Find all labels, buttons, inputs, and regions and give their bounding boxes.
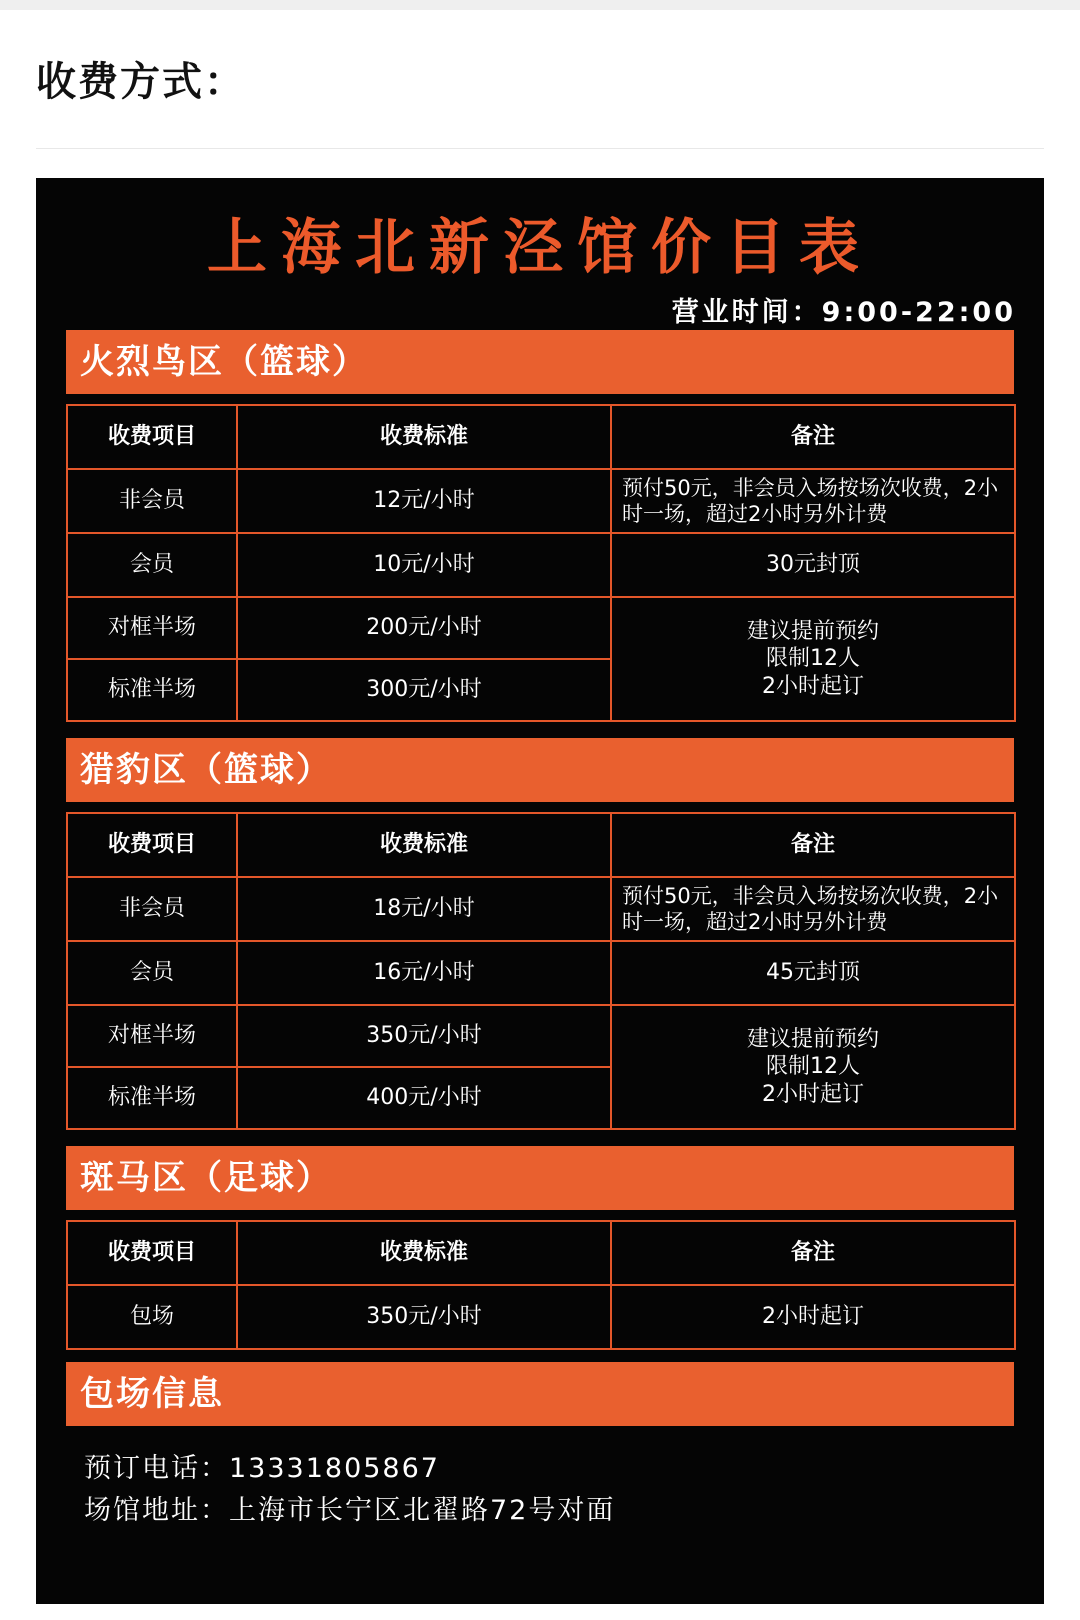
row-item: 会员 xyxy=(67,941,237,1005)
header-item: 收费项目 xyxy=(67,405,237,469)
row-price: 300元/小时 xyxy=(237,659,611,721)
table-row xyxy=(67,877,1015,941)
section-band-zebra: 斑马区（足球） xyxy=(66,1146,1014,1210)
merged-note-line: 限制12人 xyxy=(766,646,860,672)
row-price: 16元/小时 xyxy=(237,941,611,1005)
price-table-zebra xyxy=(66,1220,1016,1350)
header-price: 收费标准 xyxy=(237,405,611,469)
table-row xyxy=(67,1005,1015,1067)
merged-note xyxy=(611,1005,1015,1129)
row-item: 标准半场 xyxy=(67,659,237,721)
divider xyxy=(36,148,1044,149)
row-price: 18元/小时 xyxy=(237,877,611,941)
merged-note-line: 建议提前预约 xyxy=(746,618,879,644)
row-item: 对框半场 xyxy=(67,1005,237,1067)
venue-address: 场馆地址：上海市长宁区北翟路72号对面 xyxy=(84,1495,616,1526)
merged-note-line: 限制12人 xyxy=(766,1054,860,1080)
row-item: 会员 xyxy=(67,533,237,597)
row-item: 非会员 xyxy=(67,469,237,533)
row-price: 350元/小时 xyxy=(237,1285,611,1349)
row-item: 非会员 xyxy=(67,877,237,941)
table-header-row xyxy=(67,813,1015,877)
merged-note-line: 建议提前预约 xyxy=(746,1026,879,1052)
price-poster xyxy=(36,178,1044,1604)
page-heading: 收费方式： xyxy=(36,59,246,105)
row-price: 400元/小时 xyxy=(237,1067,611,1129)
row-price: 350元/小时 xyxy=(237,1005,611,1067)
row-note: 预付50元，非会员入场按场次收费，2小时一场，超过2小时另外计费 xyxy=(611,877,1015,941)
header-price: 收费标准 xyxy=(237,813,611,877)
table-row xyxy=(67,597,1015,659)
row-price: 12元/小时 xyxy=(237,469,611,533)
row-item: 标准半场 xyxy=(67,1067,237,1129)
header-note: 备注 xyxy=(611,813,1015,877)
row-note: 30元封顶 xyxy=(611,533,1015,597)
header-item: 收费项目 xyxy=(67,1221,237,1285)
table-row xyxy=(67,941,1015,1005)
merged-note-line: 2小时起订 xyxy=(762,1081,864,1107)
row-note: 2小时起订 xyxy=(611,1285,1015,1349)
section-band-flamingo: 火烈鸟区（篮球） xyxy=(66,330,1014,394)
top-bar xyxy=(0,0,1080,10)
row-note: 45元封顶 xyxy=(611,941,1015,1005)
section-band-cheetah: 猎豹区（篮球） xyxy=(66,738,1014,802)
table-header-row xyxy=(67,1221,1015,1285)
price-table-flamingo xyxy=(66,404,1016,722)
booking-band: 包场信息 xyxy=(66,1362,1014,1426)
table-header-row xyxy=(67,405,1015,469)
table-row xyxy=(67,533,1015,597)
row-item: 包场 xyxy=(67,1285,237,1349)
row-price: 10元/小时 xyxy=(237,533,611,597)
row-item: 对框半场 xyxy=(67,597,237,659)
header-price: 收费标准 xyxy=(237,1221,611,1285)
table-row xyxy=(67,469,1015,533)
booking-phone: 预订电话：13331805867 xyxy=(84,1453,440,1484)
header-note: 备注 xyxy=(611,1221,1015,1285)
merged-note xyxy=(611,597,1015,721)
header-item: 收费项目 xyxy=(67,813,237,877)
poster-title: 上海北新泾馆价目表 xyxy=(207,213,873,283)
header-note: 备注 xyxy=(611,405,1015,469)
price-table-cheetah xyxy=(66,812,1016,1130)
business-hours: 营业时间：9:00-22:00 xyxy=(671,297,1016,328)
table-row xyxy=(67,1285,1015,1349)
row-note: 预付50元，非会员入场按场次收费，2小时一场，超过2小时另外计费 xyxy=(611,469,1015,533)
row-price: 200元/小时 xyxy=(237,597,611,659)
merged-note-line: 2小时起订 xyxy=(762,673,864,699)
